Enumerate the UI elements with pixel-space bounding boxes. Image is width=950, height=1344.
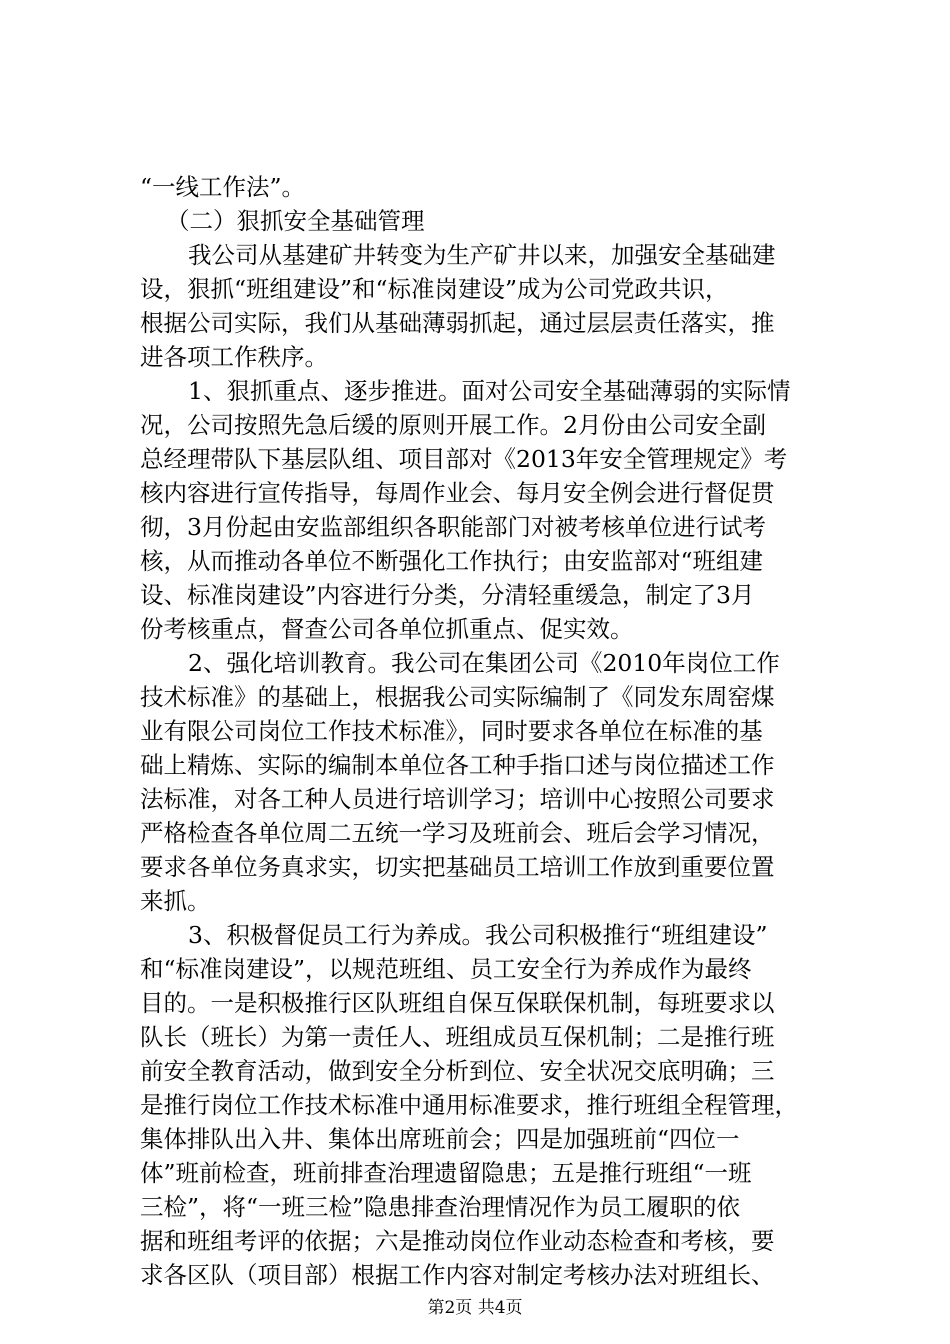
text-line: 集体排队出入井、集体出席班前会；四是加强班前“四位一	[140, 1125, 740, 1153]
text-line: 体”班前检查，班前排查治理遗留隐患；五是推行班组“一班	[140, 1159, 752, 1187]
text-line: 设，狠抓“班组建设”和“标准岗建设”成为公司党政共识，	[140, 275, 729, 303]
text-line: 核，从而推动各单位不断强化工作执行；由安监部对“班组建	[140, 547, 764, 575]
text-line: 是推行岗位工作技术标准中通用标准要求，推行班组全程管理，	[140, 1091, 798, 1119]
text-line: 彻，3月份起由安监部组织各职能部门对被考核单位进行试考	[140, 513, 766, 541]
text-line: 目的。一是积极推行区队班组自保互保联保机制，每班要求以	[140, 989, 775, 1017]
text-line: 况，公司按照先急后缓的原则开展工作。2月份由公司安全副	[140, 411, 766, 439]
page-number-footer: 第2页 共4页	[427, 1298, 523, 1318]
text-line: 核内容进行宣传指导，每周作业会、每月安全例会进行督促贯	[140, 479, 775, 507]
text-line: 2、强化培训教育。我公司在集团公司《2010年岗位工作	[188, 649, 780, 677]
text-line: 1、狠抓重点、逐步推进。面对公司安全基础薄弱的实际情	[188, 377, 791, 405]
text-line: 前安全教育活动，做到安全分析到位、安全状况交底明确；三	[140, 1057, 775, 1085]
text-line: “一线工作法”。	[140, 173, 306, 201]
text-line: 技术标准》的基础上，根据我公司实际编制了《同发东周窑煤	[140, 683, 775, 711]
text-line: 求各区队（项目部）根据工作内容对制定考核办法对班组长、	[140, 1261, 775, 1289]
text-line: 法标准，对各工种人员进行培训学习；培训中心按照公司要求	[140, 785, 775, 813]
text-line: 来抓。	[140, 887, 211, 915]
text-line: 和“标准岗建设”，以规范班组、员工安全行为养成作为最终	[140, 955, 752, 983]
text-line: 设、标准岗建设”内容进行分类，分清轻重缓急，制定了3月	[140, 581, 755, 609]
text-line: 队长（班长）为第一责任人、班组成员互保机制；二是推行班	[140, 1023, 775, 1051]
text-line: 严格检查各单位周二五统一学习及班前会、班后会学习情况，	[140, 819, 775, 847]
text-line: 业有限公司岗位工作技术标准》，同时要求各单位在标准的基	[140, 717, 763, 745]
text-line: 根据公司实际，我们从基础薄弱抓起，通过层层责任落实，推	[140, 309, 775, 337]
text-line: 要求各单位务真求实，切实把基础员工培训工作放到重要位置	[140, 853, 775, 881]
text-line: 进各项工作秩序。	[140, 343, 328, 371]
text-line: 总经理带队下基层队组、项目部对《2013年安全管理规定》考	[140, 445, 788, 473]
text-line: 础上精炼、实际的编制本单位各工种手指口述与岗位描述工作	[140, 751, 775, 779]
section-heading: （二）狠抓安全基础管理	[166, 207, 425, 235]
text-line: 我公司从基建矿井转变为生产矿井以来，加强安全基础建	[188, 241, 776, 269]
text-line: 份考核重点，督查公司各单位抓重点、促实效。	[140, 615, 634, 643]
text-line: 据和班组考评的依据；六是推动岗位作业动态检查和考核，要	[140, 1227, 775, 1255]
text-line: 3、积极督促员工行为养成。我公司积极推行“班组建设”	[188, 921, 768, 949]
text-line: 三检”，将“一班三检”隐患排查治理情况作为员工履职的依	[140, 1193, 741, 1221]
